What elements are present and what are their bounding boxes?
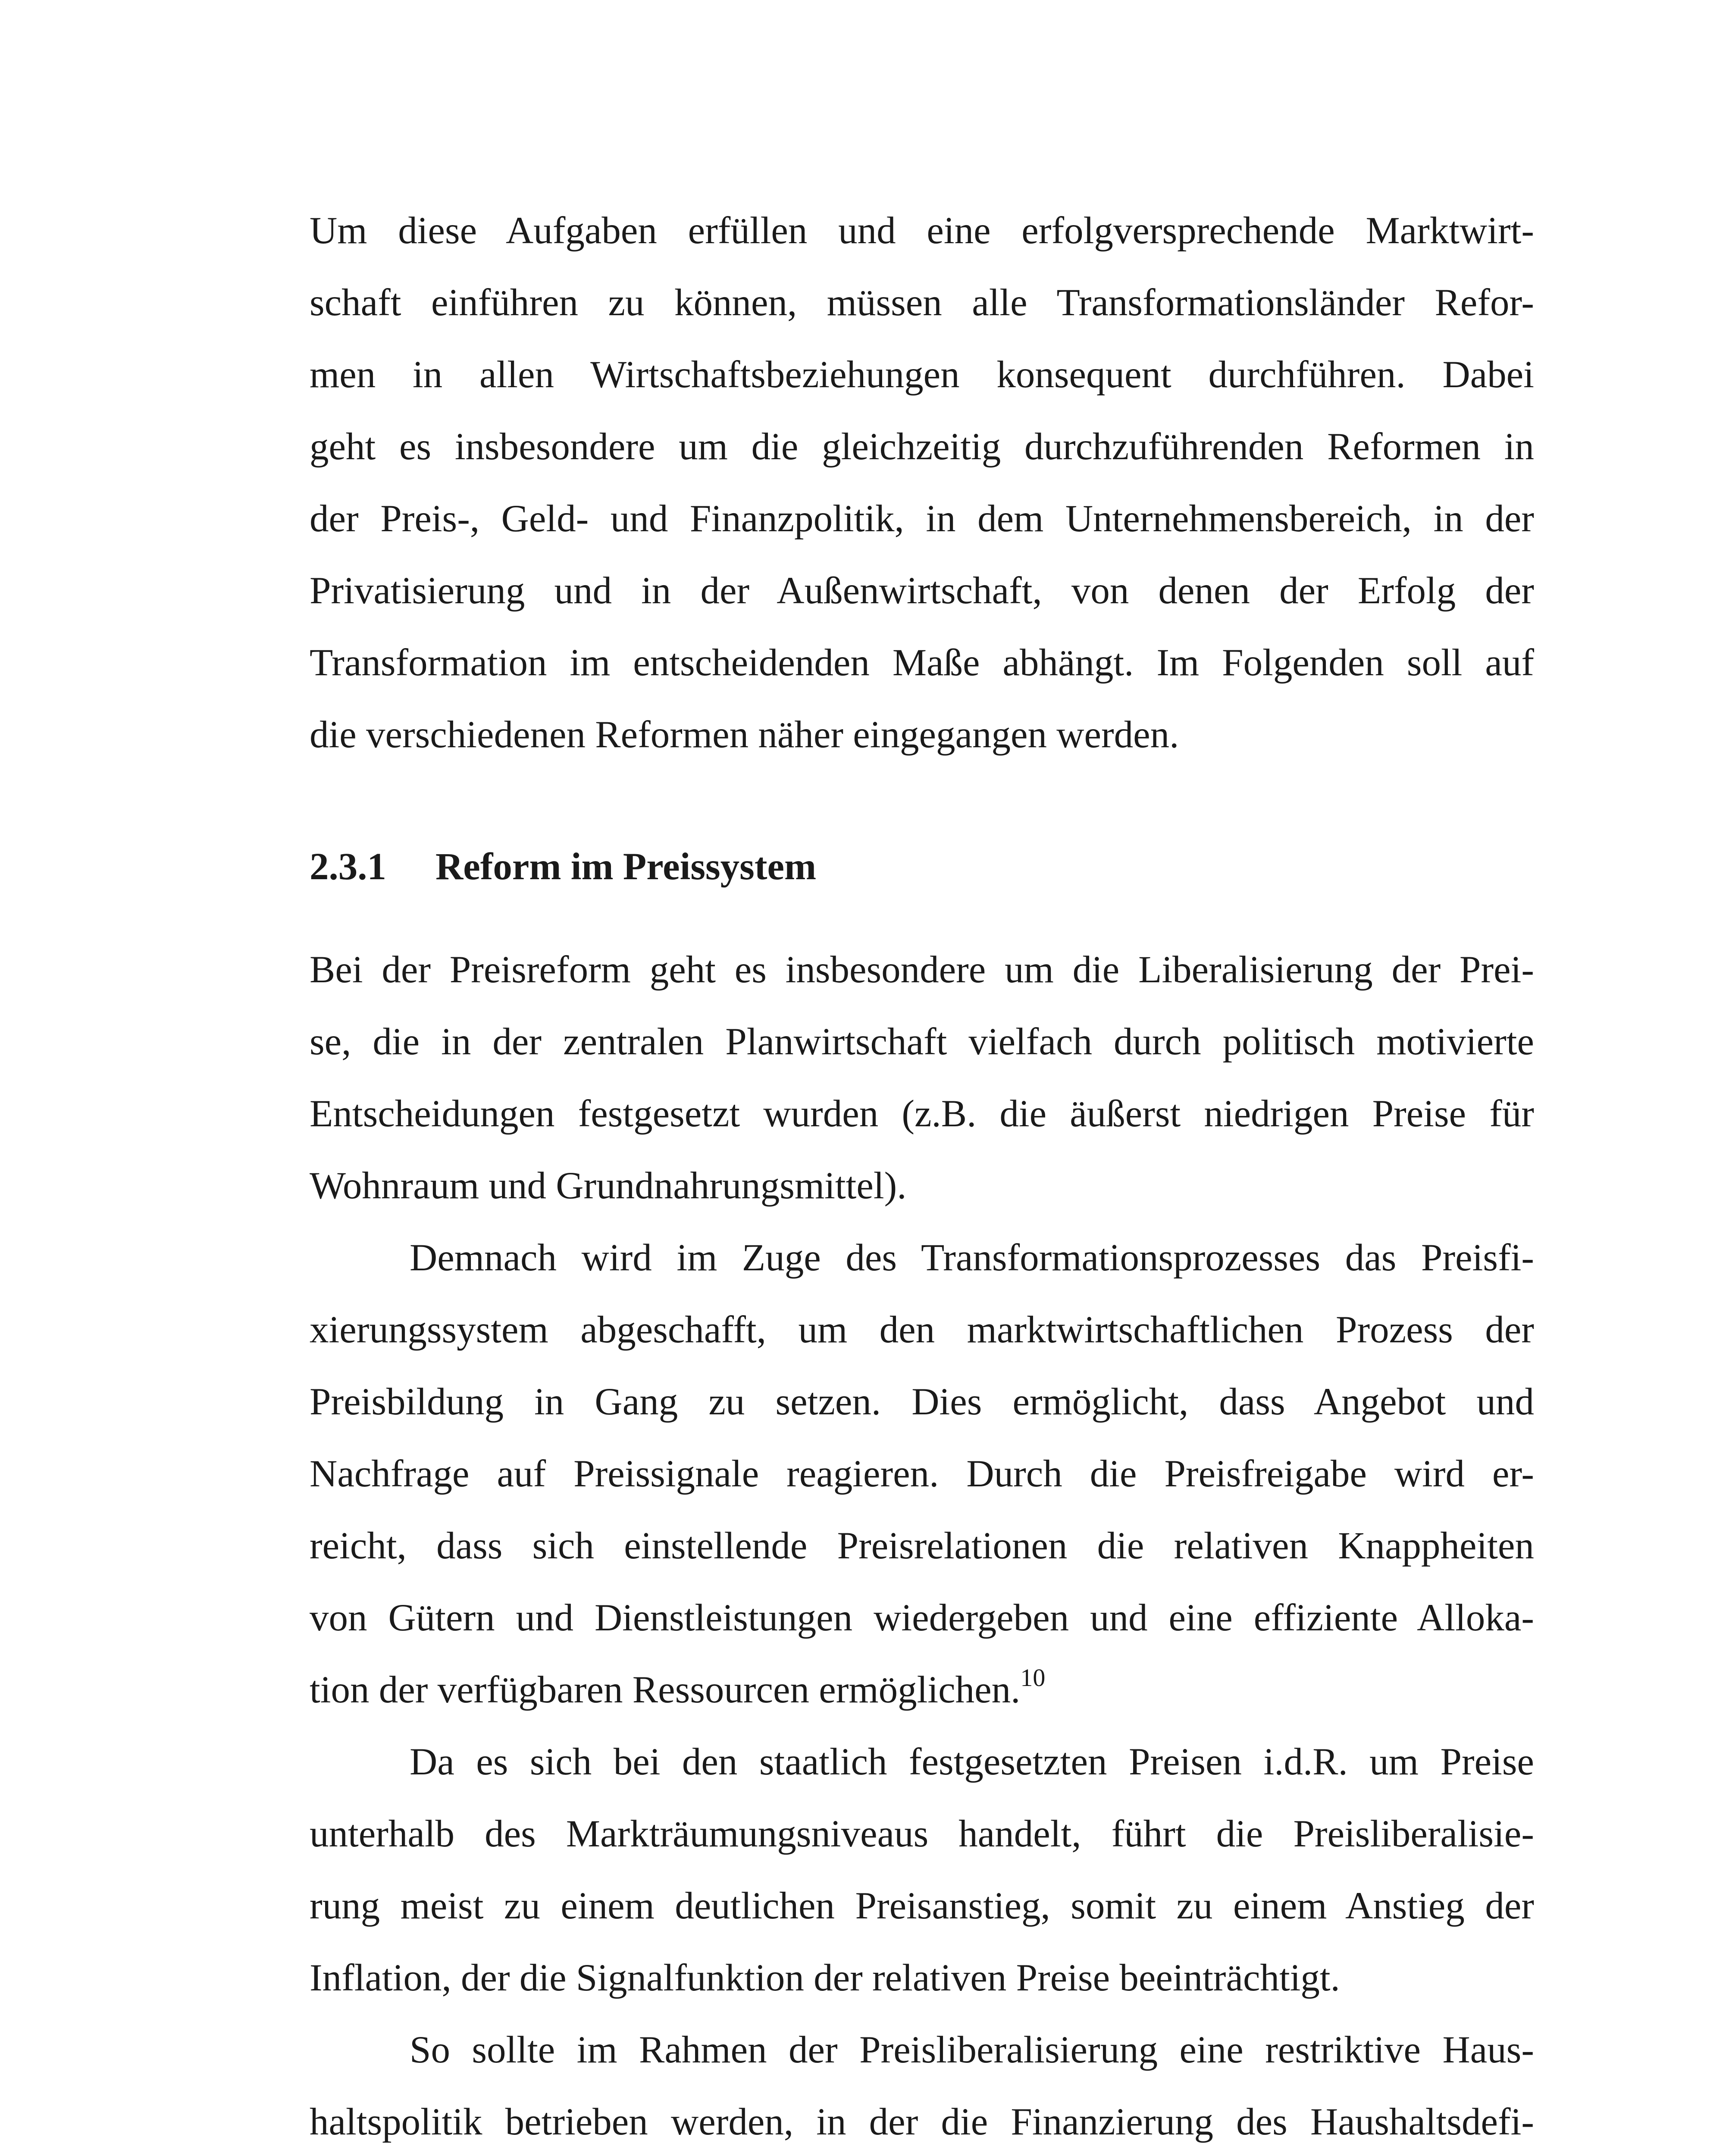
text-line: der Preis-, Geld- und Finanzpolitik, in dem Unternehmensbereich, in der [310, 498, 1534, 540]
text-line [310, 1654, 1534, 1726]
text-line: Inflation, der die Signalfunktion der relativen Preise beeinträchtigt. [310, 1957, 1340, 1999]
paragraph-intro [310, 195, 1534, 771]
text-line: Um diese Aufgaben erfüllen und eine erfolgversprechende Marktwirt- [310, 210, 1534, 252]
text-line: geht es insbesondere um die gleichzeitig durchzuführenden Reformen in [310, 426, 1534, 468]
text-line: xierungssystem abgeschafft, um den marktwirtschaftlichen Prozess der [310, 1309, 1534, 1351]
body-text [310, 934, 1534, 2156]
text-line: Bei der Preisreform geht es insbesondere um die Liberalisierung der Prei- [310, 949, 1534, 991]
footnote-reference[interactable]: 10 [1020, 1664, 1046, 1692]
text-line: Privatisierung und in der Außenwirtschaft, von denen der Erfolg der [310, 570, 1534, 612]
section-heading [310, 841, 816, 893]
text-line: Entscheidungen festgesetzt wurden (z.B. die äußerst niedrigen Preise für [310, 1093, 1534, 1135]
text-line: se, die in der zentralen Planwirtschaft vielfach durch politisch motivierte [310, 1021, 1534, 1063]
text-line: unterhalb des Markträumungsniveaus handelt, führt die Preisliberalisie- [310, 1813, 1534, 1855]
text-line: von Gütern und Dienstleistungen wiedergeben und eine effiziente Alloka- [310, 1597, 1534, 1639]
text-line: rung meist zu einem deutlichen Preisanstieg, somit zu einem Anstieg der [310, 1885, 1534, 1927]
text-line: schaft einführen zu können, müssen alle Transformationsländer Refor- [310, 282, 1534, 324]
text-line: die verschiedenen Reformen näher eingegangen werden. [310, 714, 1179, 756]
section-title: Reform im Preissystem [435, 846, 817, 888]
text-line: Wohnraum und Grundnahrungsmittel). [310, 1165, 907, 1207]
text-line: Demnach wird im Zuge des Transformationsprozesses das Preisfi- [410, 1237, 1534, 1279]
text-line: haltspolitik betrieben werden, in der die Finanzierung des Haushaltsdefi- [310, 2101, 1534, 2143]
text-line: Transformation im entscheidenden Maße abhängt. Im Folgenden soll auf [310, 642, 1534, 684]
text-line: Nachfrage auf Preissignale reagieren. Durch die Preisfreigabe wird er- [310, 1453, 1534, 1495]
text-line: reicht, dass sich einstellende Preisrelationen die relativen Knappheiten [310, 1525, 1534, 1567]
text-line: men in allen Wirtschaftsbeziehungen konsequent durchführen. Dabei [310, 354, 1534, 396]
text-line-content: tion der verfügbaren Ressourcen ermöglichen. [310, 1669, 1021, 1711]
text-line: Da es sich bei den staatlich festgesetzten Preisen i.d.R. um Preise [410, 1741, 1534, 1783]
section-number: 2.3.1 [310, 846, 386, 888]
text-line: Preisbildung in Gang zu setzen. Dies ermöglicht, dass Angebot und [310, 1381, 1534, 1423]
text-line: So sollte im Rahmen der Preisliberalisierung eine restriktive Haus- [410, 2029, 1534, 2071]
